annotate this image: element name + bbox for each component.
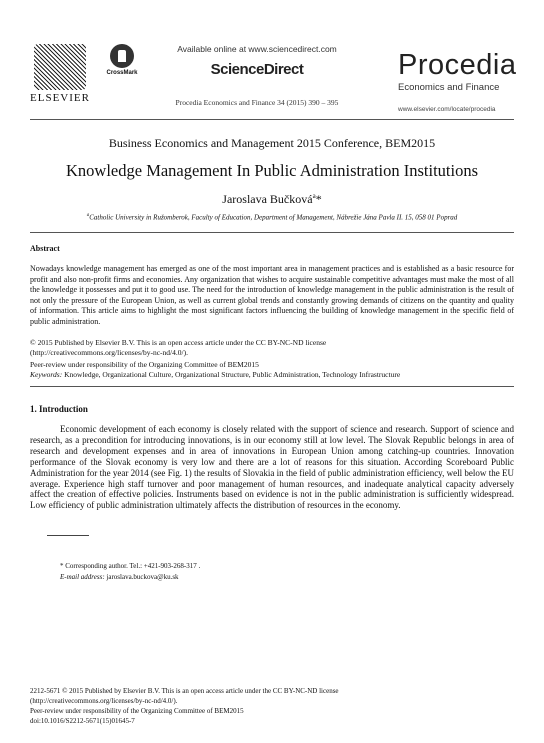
corresponding-mark: * [315, 192, 322, 206]
author-line [30, 192, 514, 207]
procedia-logo [398, 49, 517, 93]
sciencedirect-logo: ScienceDirect [210, 61, 304, 78]
conference-name: Business Economics and Management 2015 Conference, BEM2015 [108, 136, 436, 150]
author-name: Jaroslava Bučková [222, 192, 313, 206]
abstract-bottom-divider [30, 386, 514, 387]
publisher-name: ELSEVIER [30, 92, 90, 104]
keywords-label: Keywords: [30, 370, 63, 379]
footnote-divider [47, 535, 89, 536]
affil-sup: a [86, 213, 90, 218]
footer-doi[interactable]: doi:10.1016/S2212-5671(15)01645-7 [30, 717, 135, 725]
available-online-text: Available online at www.sciencedirect.com [177, 44, 337, 54]
affiliation [30, 213, 514, 221]
footer-peer-review: Peer-review under responsibility of the Organizing Committee of BEM2015 [30, 707, 244, 715]
section-heading: 1. Introduction [30, 404, 88, 414]
keywords-list: Knowledge, Organizational Culture, Organizational Structure, Public Administration, Technology Infrastructure [62, 370, 401, 379]
section-body-text: Economic development of each economy is closely related with the support of science and research. Support of science and research, as a precondition for introducing innovations, is in our economy still at low level. The Slovak Republic belongs in area of research and development expenses and in area of innovations in European Union among catching-up countries. Innovation performance of the Slovak economy is very low and there are a lot of reasons for this situation. According Scoreboard Public Administration for the year 2014 (see Fig. 1) the results of Slovakia in the field of public administration efficiency, well below the EU average. Experience high staff turnover and poor management of human resources, and inadequate analytical capacity adversely affect the creation of effective policies. Instruments based on evidence is not in the public administration is sufficiently widespread. Low efficiency of public administration ultimately affects the distribution of resources in the economy. [30, 424, 514, 511]
abstract-copyright: © 2015 Published by Elsevier B.V. This is an open access article under the CC BY-NC-ND license [30, 338, 327, 347]
footer-license-link[interactable]: (http://creativecommons.org/licenses/by-nc-nd/4.0/). [30, 697, 178, 705]
journal-url[interactable]: www.elsevier.com/locate/procedia [398, 106, 496, 113]
article-title: Knowledge Management In Public Administration Institutions [66, 161, 478, 180]
elsevier-logo [30, 44, 90, 106]
abstract-top-divider [30, 232, 514, 233]
elsevier-tree-icon [34, 44, 86, 90]
author-affil-sup: a [312, 192, 316, 200]
crossmark-label: CrossMark [106, 70, 138, 76]
abstract-text: Nowadays knowledge management has emerged as one of the most important area in management practices and is established as a basic resource for profit and also non-profit firms and economies. Any organization that wishes to acquire sustainable competitive advantages must make the most of all the knowledge it possesses and put it to good use. The need for the introduction of knowledge management in the public administration is the result of not only the pressure of the European Union, as well as current global trends and constantly growing demands of citizens on the quantity and quality of information. This article aims to highlight the most significant factors influencing the building of knowledge management in the specific field of public administration. [30, 264, 514, 326]
footer-copyright: 2212-5671 © 2015 Published by Elsevier B.V. This is an open access article under the CC BY-NC-ND license [30, 687, 339, 695]
journal-citation: Procedia Economics and Finance 34 (2015) 390 – 395 [175, 98, 339, 107]
journal-subtitle: Economics and Finance [398, 82, 500, 93]
corresponding-author-note: * Corresponding author. Tel.: +421-903-268-317 . [60, 562, 201, 570]
affiliation-text: Catholic University in Ružomberok, Faculty of Education, Department of Management, Nábrežie Jána Pavla II. 15, 058 01 Poprad [89, 213, 458, 222]
header-divider [30, 119, 514, 120]
abstract-heading: Abstract [30, 244, 60, 253]
email-label: E-mail address: [60, 573, 105, 581]
email-note [60, 573, 500, 581]
email-address[interactable]: jaroslava.buckova@ku.sk [104, 573, 179, 581]
abstract-license-link[interactable]: (http://creativecommons.org/licenses/by-nc-nd/4.0/). [30, 348, 188, 357]
crossmark-icon [110, 44, 134, 68]
abstract-peer-review: Peer-review under responsibility of the Organizing Committee of BEM2015 [30, 360, 259, 369]
crossmark-badge[interactable] [104, 44, 140, 76]
keywords-line [30, 370, 514, 379]
journal-brand: Procedia [398, 49, 517, 81]
